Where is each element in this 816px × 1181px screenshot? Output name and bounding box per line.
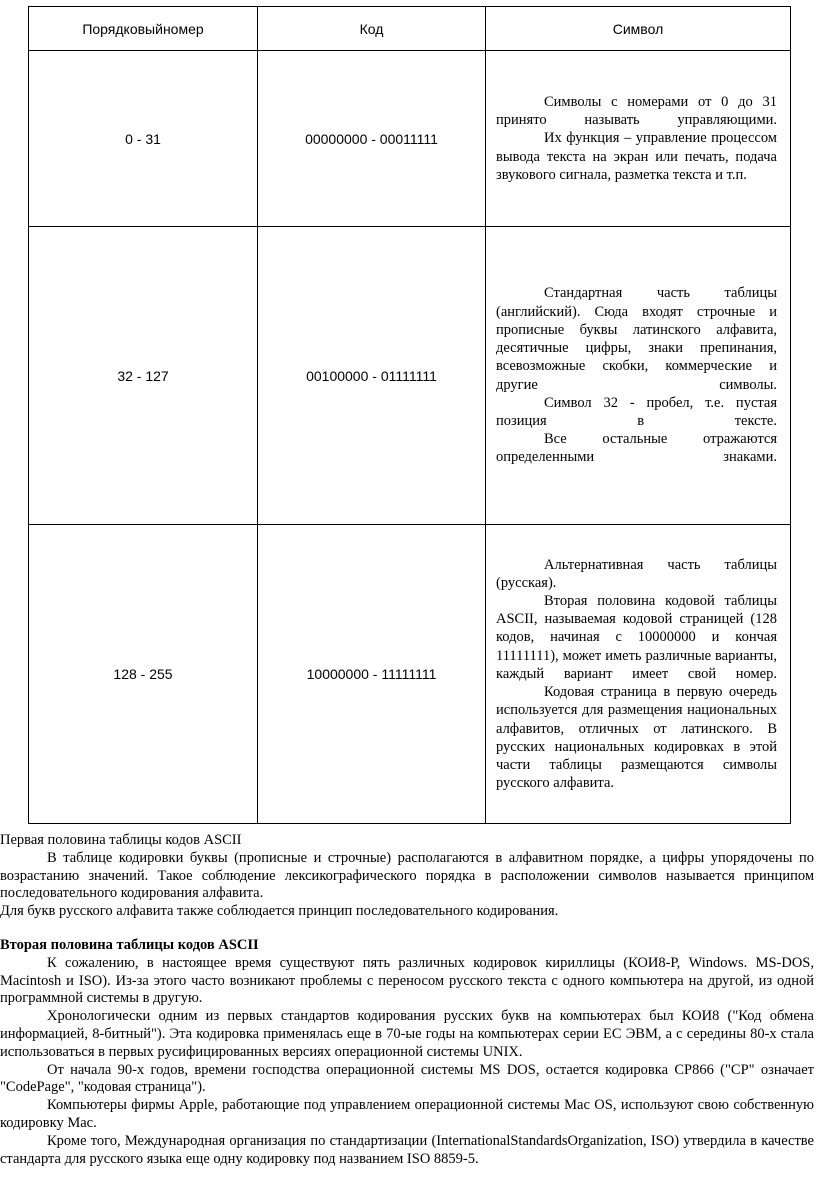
cell-code: 00000000 - 00011111	[258, 51, 486, 227]
section2-paragraph: Хронологически одним из первых стандартов кодирования русских букв на компьютерах был КОИ8 ("Код обмена информацией, 8-битный"). Эта кодировка применялась еще в 70-ые годы на компьютерах серии ЕС ЭВМ, а с середины 80-х стала использоваться в первых русифицированных версиях операционной системы UNIX.	[0, 1008, 814, 1060]
header-code: Код	[258, 7, 486, 51]
cell-code: 10000000 - 11111111	[258, 525, 486, 824]
cell-symbol-description	[486, 525, 791, 824]
section2-paragraph: От начала 90-х годов, времени господства операционной системы MS DOS, остается кодировка CP866 ("CP" означает "CodePage", "кодовая страница").	[0, 1061, 814, 1096]
table-header-row	[29, 7, 791, 51]
section2-title: Вторая половина таблицы кодов ASCII	[0, 936, 259, 953]
table-row	[29, 227, 791, 525]
table-row	[29, 51, 791, 227]
ascii-table	[28, 6, 791, 824]
cell-number: 128 - 255	[29, 525, 258, 824]
table-row	[29, 525, 791, 824]
description-paragraph: Стандартная часть таблицы (английский). Сюда входят строчные и прописные буквы латинского алфавита, десятичные цифры, знаки препинания, всевозможные скобки, коммерческие и другие символы.	[496, 285, 777, 393]
cell-number: 32 - 127	[29, 227, 258, 525]
description-paragraph: Символ 32 - пробел, т.е. пустая позиция в тексте.	[496, 394, 777, 429]
section2-paragraph: Кроме того, Международная организация по стандартизации (InternationalStandardsOrganization, ISO) утвердила в качестве стандарта для русского языка еще одну кодировку под названием ISO 8859-5.	[0, 1132, 814, 1167]
section2-paragraph: К сожалению, в настоящее время существуют пять различных кодировок кириллицы (КОИ8-Р, Windows. MS-DOS, Macintosh и ISO). Из-за этого часто возникают проблемы с переносом русского текста с одного компьютера на другой, из одной программной системы в другую.	[0, 954, 814, 1007]
description-paragraph: Все остальные отражаются определенными знаками.	[496, 431, 777, 466]
description-paragraph: Символы с номерами от 0 до 31 принято называть управляющими.	[496, 93, 777, 129]
section1-paragraph: В таблице кодировки буквы (прописные и строчные) располагаются в алфавитном порядке, а цифры упорядочены по возрастанию значений. Такое соблюдение лексикографического порядка в расположении символов называется принципом последовательного кодирования алфавита.	[0, 849, 814, 902]
description-paragraph: Кодовая страница в первую очередь используется для размещения национальных алфавитов, отличных от латинского. В русских национальных кодировках в этой части таблицы размещаются символы русского алфавита.	[496, 684, 777, 792]
header-symbol: Символ	[486, 7, 791, 51]
cell-symbol-description	[486, 227, 791, 525]
description-paragraph: Их функция – управление процессом вывода текста на экран или печать, подача звукового сигнала, разметка текста и т.п.	[496, 130, 777, 183]
description-paragraph: Альтернативная часть таблицы (русская).	[496, 556, 777, 591]
header-number: Порядковыйномер	[29, 7, 258, 51]
cell-number: 0 - 31	[29, 51, 258, 227]
section1-title: Первая половина таблицы кодов ASCII	[0, 832, 242, 848]
section2-paragraph: Компьютеры фирмы Apple, работающие под управлением операционной системы Mac OS, используют свою собственную кодировку Mac.	[0, 1097, 814, 1131]
cell-code: 00100000 - 01111111	[258, 227, 486, 525]
cell-symbol-description	[486, 51, 791, 227]
body-text	[0, 832, 814, 1168]
section1-paragraph: Для букв русского алфавита также соблюдается принцип последовательного кодирования.	[0, 903, 559, 920]
description-paragraph: Вторая половина кодовой таблицы ASCII, называемая кодовой страницей (128 кодов, начиная с 10000000 и кончая 11111111), может иметь различные варианты, каждый вариант имеет свой номер.	[496, 593, 777, 682]
